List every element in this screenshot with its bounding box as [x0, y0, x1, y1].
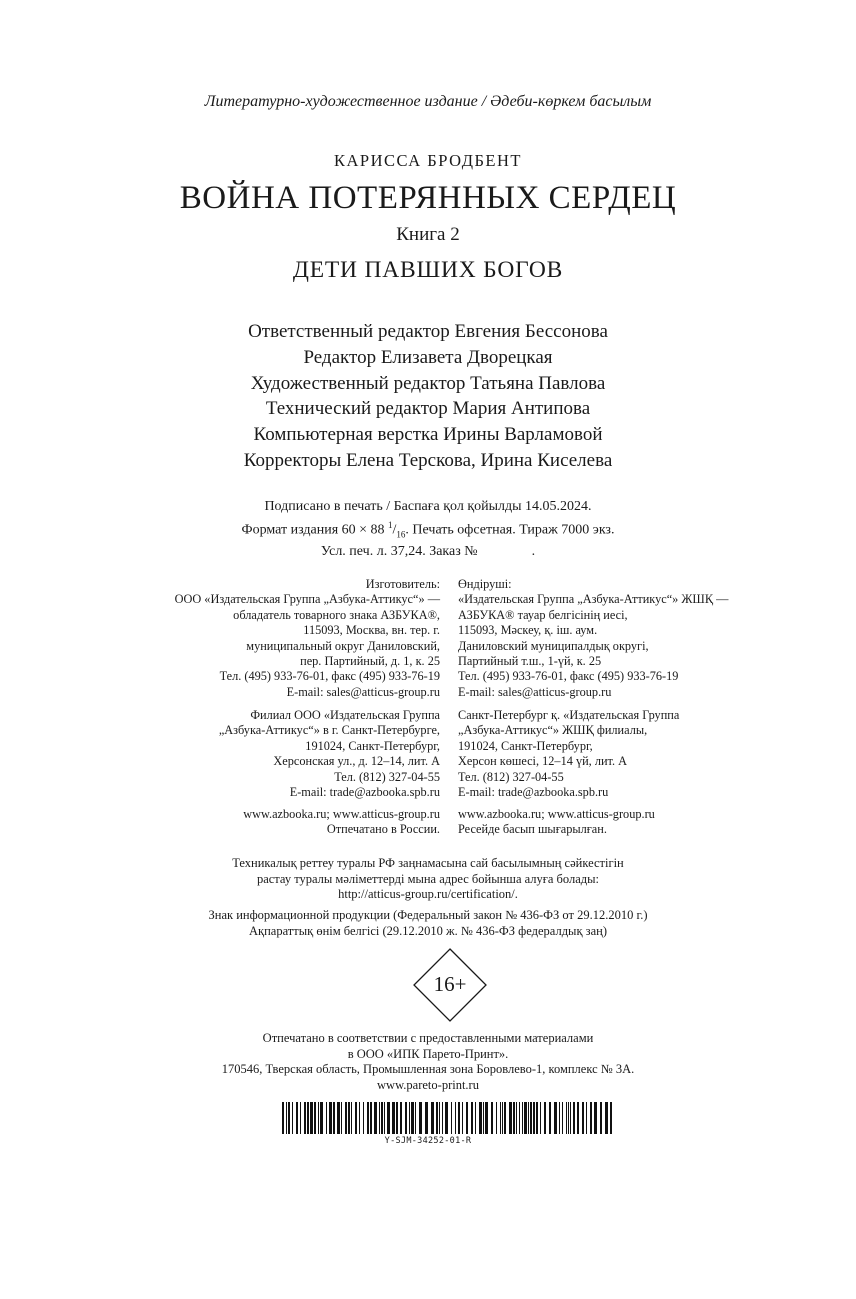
sheets-suffix: .	[531, 544, 536, 560]
author-name: КАРИССА БРОДБЕНТ	[334, 151, 522, 170]
branch-ru	[219, 708, 440, 800]
age-rating-text: 16+	[433, 972, 467, 996]
manufacturer-kz-line: 115093, Мәскеу, қ. іш. аум.	[458, 623, 598, 638]
print-info	[0, 498, 856, 561]
book-subtitle: ДЕТИ ПАВШИХ БОГОВ	[292, 257, 564, 283]
manufacturer-ru-line: муниципальный округ Даниловский,	[246, 638, 440, 653]
format-suffix: . Печать офсетная. Тираж 7000 экз.	[405, 522, 615, 538]
web-kz-line: www.azbooka.ru; www.atticus-group.ru	[458, 807, 655, 821]
manufacturer-kz-line: Өндіруші:	[458, 577, 512, 591]
sheets-prefix: Усл. печ. л. 37,24. Заказ №	[320, 544, 478, 560]
branch-kz-line: E-mail: trade@azbooka.spb.ru	[458, 785, 609, 800]
web-kz	[458, 807, 655, 838]
information-mark-law	[0, 908, 856, 939]
branch-ru-line: Херсонская ул., д. 12–14, лит. А	[273, 754, 440, 769]
credit-line: Редактор Елизавета Дворецкая	[303, 346, 553, 368]
manufacturer-kz-line: Даниловский муниципалдық округі,	[458, 638, 649, 653]
printed-by	[0, 1031, 856, 1093]
format-prefix: Формат издания 60 × 88	[241, 522, 385, 538]
manufacturer-ru-line: ООО «Издательская Группа „Азбука-Аттикус“» —	[174, 592, 440, 607]
editorial-credits	[0, 319, 856, 474]
volume-label: Книга 2	[396, 224, 460, 245]
certification-line: Техникалық реттеу туралы РФ заңнамасына сай басылымның сәйкестігін	[232, 856, 624, 870]
credit-line: Технический редактор Мария Антипова	[265, 398, 591, 420]
manufacturer-kz-line: «Издательская Группа „Азбука-Аттикус“» ЖШҚ —	[458, 592, 729, 607]
branch-kz-line: „Азбука-Аттикус“» ЖШҚ филиалы,	[458, 723, 648, 738]
certification-line: растау туралы мәліметтерді мына адрес бойынша алуға болады:	[256, 871, 600, 886]
signed-line: Подписано в печать / Баспаға қол қойылды 14.05.2024.	[264, 499, 592, 514]
branch-ru-line: 191024, Санкт-Петербург,	[305, 738, 440, 753]
branch-kz-line: Санкт-Петербург қ. «Издательская Группа	[458, 708, 680, 722]
web-ru-line: www.azbooka.ru; www.atticus-group.ru	[243, 807, 440, 821]
certification-url: http://atticus-group.ru/certification/.	[338, 887, 518, 901]
branch-ru-line: Тел. (812) 327-04-55	[334, 769, 440, 784]
fraction-denominator: 16	[396, 529, 406, 540]
fraction-numerator: 1	[388, 520, 393, 530]
book-title: ВОЙНА ПОТЕРЯННЫХ СЕРДЕЦ	[179, 180, 677, 216]
manufacturer-kz-line: АЗБУКА® тауар белгісінің иесі,	[458, 607, 628, 622]
branch-ru-line: „Азбука-Аттикус“» в г. Санкт-Петербурге,	[218, 723, 440, 738]
printed-line: Отпечатано в соответствии с предоставленными материалами	[262, 1031, 594, 1045]
branch-ru-line: E-mail: trade@azbooka.spb.ru	[289, 785, 440, 800]
manufacturer-ru-line: обладатель товарного знака АЗБУКА®,	[233, 607, 440, 622]
manufacturer-ru-line: E-mail: sales@atticus-group.ru	[286, 684, 440, 699]
manufacturer-kz-line: E-mail: sales@atticus-group.ru	[458, 684, 612, 699]
manufacturer-ru-line: Тел. (495) 933-76-01, факс (495) 933-76-19	[219, 669, 440, 684]
age-rating-badge	[413, 948, 487, 1022]
credit-line: Ответственный редактор Евгения Бессонова	[248, 321, 608, 342]
branch-kz-line: 191024, Санкт-Петербург,	[458, 738, 593, 753]
manufacturer-ru	[175, 577, 440, 700]
barcode-icon	[282, 1102, 613, 1134]
manufacturer-kz-line: Партийный т.ш., 1-үй, к. 25	[458, 654, 602, 669]
web-ru	[243, 807, 440, 838]
credit-line: Корректоры Елена Терскова, Ирина Киселева	[243, 449, 613, 471]
printed-line: в ООО «ИПК Парето-Принт».	[347, 1046, 509, 1061]
branch-kz-line: Херсон көшесі, 12–14 үй, лит. А	[458, 754, 628, 769]
printed-line: 170546, Тверская область, Промышленная зона Боровлево-1, комплекс № 3А.	[221, 1062, 635, 1076]
edition-type: Литературно-художественное издание / Әдеби-көркем басылым	[204, 93, 652, 110]
barcode-text: Y-SJM-34252-01-R	[384, 1136, 472, 1146]
manufacturer-kz	[458, 577, 728, 700]
branch-ru-line: Филиал ООО «Издательская Группа	[250, 708, 440, 722]
branch-kz	[458, 708, 679, 800]
web-ru-line: Отпечатано в России.	[326, 822, 440, 837]
law-line: Ақпараттық өнім белгісі (29.12.2010 ж. № 436-ФЗ федералдық заң)	[249, 923, 607, 938]
manufacturer-ru-line: пер. Партийный, д. 1, к. 25	[300, 654, 440, 669]
web-kz-line: Ресейде басып шығарылған.	[458, 822, 607, 837]
law-line: Знак информационной продукции (Федеральный закон № 436-ФЗ от 29.12.2010 г.)	[208, 908, 648, 922]
manufacturer-kz-line: Тел. (495) 933-76-01, факс (495) 933-76-19	[458, 669, 679, 684]
credit-line: Компьютерная верстка Ирины Варламовой	[253, 424, 603, 446]
branch-kz-line: Тел. (812) 327-04-55	[458, 769, 564, 784]
credit-line: Художественный редактор Татьяна Павлова	[250, 372, 606, 394]
printed-url: www.pareto-print.ru	[377, 1077, 479, 1092]
format-line: Формат издания 60 × 88 $^1/_{16}$. Печать офсетная. Тираж 7000 экз.	[241, 520, 615, 540]
manufacturer-ru-line: 115093, Москва, вн. тер. г.	[303, 623, 440, 638]
sheets-line	[0, 543, 856, 561]
certification-note	[0, 856, 856, 903]
manufacturer-ru-line: Изготовитель:	[365, 577, 440, 591]
